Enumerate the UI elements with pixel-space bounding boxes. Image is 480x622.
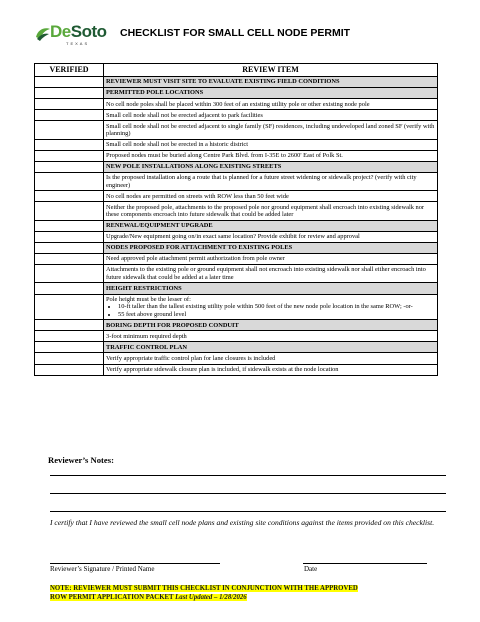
- review-item-text: Upgrade/New equipment going on/in exact same location? Provide exhibit for review and approval: [106, 233, 360, 241]
- section-title: [104, 220, 438, 231]
- section-title: [104, 161, 438, 172]
- section-header-row: [35, 88, 438, 99]
- section-header-row: [35, 220, 438, 231]
- checklist-row: [35, 353, 438, 364]
- checklist-row: [35, 202, 438, 220]
- verified-checkbox-cell[interactable]: [35, 77, 104, 88]
- date-label: Date: [304, 565, 318, 573]
- review-item: [104, 294, 438, 320]
- checklist-row: [35, 139, 438, 150]
- checklist-row: [35, 253, 438, 264]
- review-item: [104, 139, 438, 150]
- review-item-text: Small cell node shall not be erected adjacent to park facilities: [106, 111, 263, 119]
- checklist-row: [35, 331, 438, 342]
- checklist-row: [35, 231, 438, 242]
- checklist-row: [35, 99, 438, 110]
- review-item: [104, 99, 438, 110]
- review-item-text: NEW POLE INSTALLATIONS ALONG EXISTING STREETS: [106, 163, 282, 171]
- review-item: [104, 265, 438, 283]
- checklist-row: [35, 172, 438, 190]
- review-item: [104, 253, 438, 264]
- checklist-body: [35, 77, 438, 376]
- section-title: [104, 320, 438, 331]
- checklist-row: [35, 265, 438, 283]
- note-packet-text: ROW PERMIT APPLICATION PACKET: [50, 594, 174, 601]
- review-item-text: Small cell node shall not be erected in a historic district: [106, 141, 248, 149]
- review-item-text: Is the proposed installation along a route that is planned for a future street widening or sidewalk project? (verify with city engineer): [106, 174, 417, 189]
- review-item-text: Attachments to the existing pole or ground equipment shall not encroach into existing sidewalk nor shall either encroach into future sidewalk that could be added at a later time: [106, 266, 426, 281]
- verified-checkbox-cell[interactable]: [35, 342, 104, 353]
- section-title: [104, 88, 438, 99]
- verified-checkbox-cell[interactable]: [35, 121, 104, 139]
- review-item-text: Small cell node shall not be erected adjacent to single family (SF) residences, including undeveloped land zoned SF (verify with planning): [106, 122, 435, 137]
- reviewer-notes-label: Reviewer’s Notes:: [48, 455, 114, 465]
- review-item-text: Neither the proposed pole, attachments to the proposed pole nor ground equipment shall encroach into existing sidewalk nor these components encroach into future sidewalk that could be added later: [106, 203, 425, 219]
- review-item-text: No cell nodes are permitted on streets with ROW less than 50 feet wide: [106, 192, 289, 200]
- verified-checkbox-cell[interactable]: [35, 139, 104, 150]
- section-title: [104, 342, 438, 353]
- verified-checkbox-cell[interactable]: [35, 150, 104, 161]
- review-item: [104, 150, 438, 161]
- section-header-row: [35, 77, 438, 88]
- review-item-text: HEIGHT RESTRICTIONS: [106, 284, 182, 292]
- certification-statement: I certify that I have reviewed the small cell node plans and existing site conditions against the items provided on this checklist.: [50, 518, 435, 527]
- verified-checkbox-cell[interactable]: [35, 353, 104, 364]
- last-updated: Last Updated – 1/28/2026: [175, 594, 247, 601]
- review-item-text: RENEWAL/EQUIPMENT UPGRADE: [106, 222, 213, 230]
- verified-checkbox-cell[interactable]: [35, 191, 104, 202]
- verified-checkbox-cell[interactable]: [35, 253, 104, 264]
- bullet-item: • 10-ft taller than the tallest existing utility pole within 500 feet of the new node pole location in the same ROW; -or-: [118, 303, 435, 310]
- checklist-row: [35, 294, 438, 320]
- verified-checkbox-cell[interactable]: [35, 88, 104, 99]
- review-item-text: PERMITTED POLE LOCATIONS: [106, 89, 204, 97]
- note-line-1: NOTE: REVIEWER MUST SUBMIT THIS CHECKLIST IN CONJUNCTION WITH THE APPROVED: [50, 585, 358, 592]
- review-item: [104, 353, 438, 364]
- checklist-table: [34, 63, 438, 376]
- verified-checkbox-cell[interactable]: [35, 242, 104, 253]
- checklist-row: [35, 110, 438, 121]
- review-item: [104, 172, 438, 190]
- section-title: [104, 77, 438, 88]
- table-header-row: [35, 64, 438, 77]
- bullet-item: • 55 feet above ground level: [118, 311, 435, 318]
- notes-line-1[interactable]: [50, 475, 446, 476]
- signature-line[interactable]: [50, 563, 220, 564]
- checklist-row: [35, 191, 438, 202]
- desoto-logo: [34, 22, 112, 52]
- verified-checkbox-cell[interactable]: [35, 110, 104, 121]
- review-item-text: NODES PROPOSED FOR ATTACHMENT TO EXISTING POLES: [106, 244, 293, 252]
- verified-checkbox-cell[interactable]: [35, 320, 104, 331]
- section-title: [104, 242, 438, 253]
- verified-checkbox-cell[interactable]: [35, 294, 104, 320]
- section-header-row: [35, 161, 438, 172]
- review-item-bullets: [106, 303, 435, 318]
- review-item-text: 3-foot minimum required depth: [106, 332, 187, 340]
- verified-checkbox-cell[interactable]: [35, 161, 104, 172]
- section-title: [104, 283, 438, 294]
- verified-checkbox-cell[interactable]: [35, 231, 104, 242]
- review-item-text: Pole height must be the lesser of:: [106, 295, 191, 303]
- page-header: [34, 22, 454, 52]
- review-item-text: Verify appropriate traffic control plan for lane closures is included: [106, 354, 276, 362]
- logo-wordmark: DeSoto: [50, 22, 107, 41]
- verified-checkbox-cell[interactable]: [35, 202, 104, 220]
- verified-checkbox-cell[interactable]: [35, 364, 104, 375]
- logo-subtext: TEXAS: [66, 41, 90, 46]
- review-item-text: REVIEWER MUST VISIT SITE TO EVALUATE EXISTING FIELD CONDITIONS: [106, 78, 340, 86]
- checklist-row: [35, 150, 438, 161]
- section-header-row: [35, 320, 438, 331]
- verified-checkbox-cell[interactable]: [35, 283, 104, 294]
- checklist-row: [35, 364, 438, 375]
- verified-checkbox-cell[interactable]: [35, 331, 104, 342]
- section-header-row: [35, 242, 438, 253]
- review-item-text: TRAFFIC CONTROL PLAN: [106, 343, 187, 351]
- signature-label: Reviewer’s Signature / Printed Name: [50, 565, 155, 573]
- review-item-text: BORING DEPTH FOR PROPOSED CONDUIT: [106, 321, 239, 329]
- review-item: [104, 331, 438, 342]
- review-item-text: Need approved pole attachment permit authorization from pole owner: [106, 255, 285, 263]
- checklist-row: [35, 121, 438, 139]
- review-item: [104, 231, 438, 242]
- review-item: [104, 191, 438, 202]
- header-review-item: REVIEW ITEM: [104, 64, 438, 77]
- page-title: CHECKLIST FOR SMALL CELL NODE PERMIT: [120, 27, 351, 39]
- review-item: [104, 364, 438, 375]
- verified-checkbox-cell[interactable]: [35, 172, 104, 190]
- notes-line-2[interactable]: [50, 493, 446, 494]
- submission-note: [50, 584, 444, 602]
- notes-line-3[interactable]: [50, 511, 446, 512]
- review-item-text: Verify appropriate sidewalk closure plan is included, if sidewalk exists at the node location: [106, 365, 339, 373]
- verified-checkbox-cell[interactable]: [35, 220, 104, 231]
- review-item: [104, 121, 438, 139]
- review-item: [104, 202, 438, 220]
- review-item-text: Proposed nodes must be buried along Centre Park Blvd. from I-35E to 2600' East of Polk St.: [106, 152, 343, 160]
- review-item-text: No cell node poles shall be placed within 300 feet of an existing utility pole or other existing node pole: [106, 100, 370, 108]
- verified-checkbox-cell[interactable]: [35, 99, 104, 110]
- verified-checkbox-cell[interactable]: [35, 265, 104, 283]
- section-header-row: [35, 283, 438, 294]
- review-item: [104, 110, 438, 121]
- header-verified: VERIFIED: [35, 64, 104, 77]
- date-line[interactable]: [303, 563, 427, 564]
- note-line-2: [50, 594, 247, 601]
- section-header-row: [35, 342, 438, 353]
